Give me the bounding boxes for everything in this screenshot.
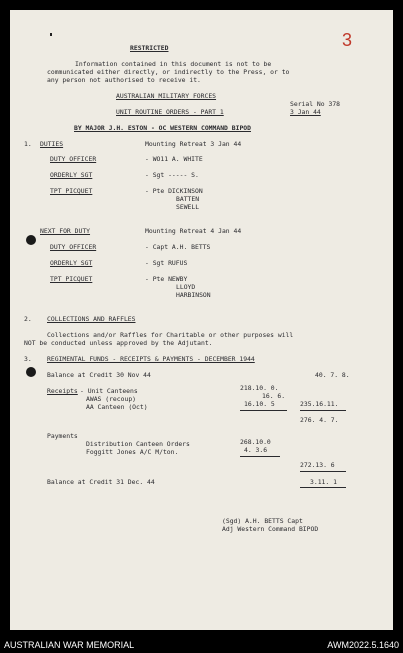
notice-line-3: any person not authorised to receive it. (47, 76, 201, 84)
payments-label: Payments (47, 432, 78, 440)
payment-2-label: Foggitt Jones A/C M/ton. (86, 448, 179, 456)
receipts-underline (240, 410, 287, 411)
section-3-title: REGIMENTAL FUNDS - RECEIPTS & PAYMENTS - DECEMBER 1944 (47, 355, 255, 363)
receipt-3-label: AA Canteen (Oct) (86, 403, 148, 411)
punch-hole (26, 235, 36, 245)
receipts-total: 235.16.11. (300, 400, 339, 408)
payment-1-label: Distribution Canteen Orders (86, 440, 190, 448)
mounting-date-1: Mounting Retreat 3 Jan 44 (145, 140, 242, 148)
section-3-number: 3. (24, 355, 32, 363)
next-for-duty: NEXT FOR DUTY (40, 227, 91, 235)
subtotal: 276. 4. 7. (300, 416, 339, 424)
footer-archive-name: AUSTRALIAN WAR MEMORIAL (4, 640, 135, 650)
notice-line-1: Information contained in this document is not to be (75, 60, 272, 68)
receipt-3-value: 16.10. 5 (244, 400, 275, 408)
page-number: 3 (342, 30, 353, 50)
section-2-number: 2. (24, 315, 32, 323)
orderly-sgt-value: - Sgt ----- S. (145, 171, 199, 179)
payments-underline (240, 456, 280, 457)
payments-total-underline (300, 471, 346, 472)
section-1-title: DUTIES (40, 140, 64, 148)
duty-officer-value: - WO11 A. WHITE (145, 155, 203, 163)
byline: BY MAJOR J.H. ESTON - OC WESTERN COMMAND BIPOD (74, 124, 251, 132)
balance-close-underline (300, 487, 346, 488)
duty-officer-label: DUTY OFFICER (50, 155, 97, 163)
tpt-picquet-value-1: - Pte DICKINSON (145, 187, 203, 195)
section-2-body-2: NOT be conducted unless approved by the Adjutant. (24, 339, 213, 347)
document-date: 3 Jan 44 (290, 108, 321, 116)
balance-close-value: 3.11. 1 (310, 478, 337, 486)
next-orderly-sgt-label: ORDERLY SGT (50, 259, 93, 267)
next-tpt-picquet-value-1: - Pte NEWBY (145, 275, 188, 283)
receipt-2-value: 16. 6. (262, 392, 286, 400)
receipts-label: Receipts (47, 387, 78, 395)
punch-mark (50, 33, 52, 36)
section-2-body-1: Collections and/or Raffles for Charitable or other purposes will (47, 331, 294, 339)
payment-2-value: 4. 3.6 (244, 446, 268, 454)
signature-line-2: Adj Western Command BIPOD (222, 525, 319, 533)
punch-hole (26, 367, 36, 377)
document-title: UNIT ROUTINE ORDERS - PART 1 (116, 108, 224, 116)
serial-number: Serial No 378 (290, 100, 341, 108)
next-orderly-sgt-value: - Sgt RUFUS (145, 259, 188, 267)
receipt-1-value: 218.10. 0. (240, 384, 279, 392)
balance-open-label: Balance at Credit 30 Nov 44 (47, 371, 151, 379)
balance-open-value: 40. 7. 8. (315, 371, 350, 379)
next-tpt-picquet-label: TPT PICQUET (50, 275, 93, 283)
classification: RESTRICTED (130, 44, 169, 52)
payments-total: 272.13. 6 (300, 461, 335, 469)
tpt-picquet-value-3: SEWELL (176, 203, 200, 211)
tpt-picquet-label: TPT PICQUET (50, 187, 93, 195)
mounting-date-2: Mounting Retreat 4 Jan 44 (145, 227, 242, 235)
org-name: AUSTRALIAN MILITARY FORCES (116, 92, 217, 100)
notice-line-2: communicated either directly, or indirectly to the Press, or to (47, 68, 290, 76)
tpt-picquet-value-2: BATTEN (176, 195, 200, 203)
orderly-sgt-label: ORDERLY SGT (50, 171, 93, 179)
payment-1-value: 268.10.0 (240, 438, 271, 446)
receipts-total-underline (300, 410, 346, 411)
receipt-1-label: - Unit Canteens (80, 387, 138, 395)
section-2-title: COLLECTIONS AND RAFFLES (47, 315, 136, 323)
balance-close-label: Balance at Credit 31 Dec. 44 (47, 478, 155, 486)
signature-line-1: (Sgd) A.H. BETTS Capt (222, 517, 303, 525)
next-tpt-picquet-value-2: LLOYD (176, 283, 196, 291)
section-1-number: 1. (24, 140, 32, 148)
footer-archive-id: AWM2022.5.1640 (327, 640, 399, 650)
next-duty-officer-label: DUTY OFFICER (50, 243, 97, 251)
next-duty-officer-value: - Capt A.H. BETTS (145, 243, 211, 251)
receipt-2-label: AWAS (recoup) (86, 395, 137, 403)
next-tpt-picquet-value-3: HARBINSON (176, 291, 211, 299)
